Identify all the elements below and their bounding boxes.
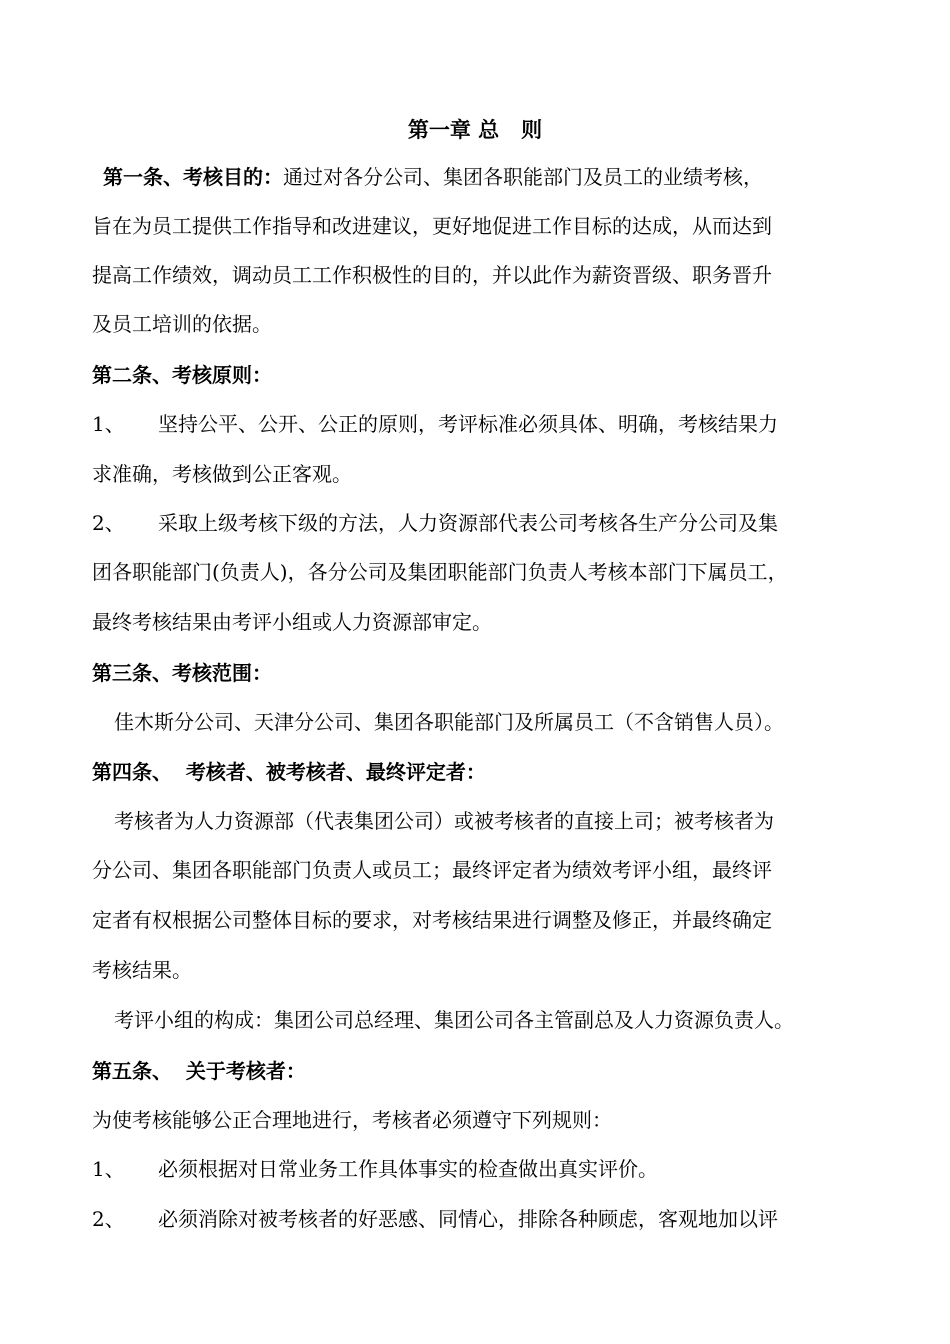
article-2-item-1-line-2: 求准确，考核做到公正客观。 xyxy=(92,462,352,486)
item-number: 2、 xyxy=(92,1207,125,1231)
article-5-item-2 xyxy=(92,1206,778,1232)
article-5-item-1 xyxy=(92,1156,658,1182)
article-1-line-3: 提高工作绩效，调动员工工作积极性的目的，并以此作为薪资晋级、职务晋升 xyxy=(92,263,772,287)
article-2-heading-text: 第二条、考核原则： xyxy=(92,363,272,387)
article-5-heading xyxy=(92,1058,306,1084)
article-3-body: 佳木斯分公司、天津分公司、集团各职能部门及所属员工（不含销售人员）。 xyxy=(114,710,784,734)
article-1-text: 通过对各分公司、集团各职能部门及员工的业绩考核， xyxy=(283,165,763,189)
item-number: 1、 xyxy=(92,1157,125,1181)
article-1-label: 第一条、考核目的： xyxy=(103,165,283,189)
item-text: 必须消除对被考核者的好恶感、同情心，排除各种顾虑，客观地加以评 xyxy=(158,1207,778,1231)
item-text: 坚持公平、公开、公正的原则，考评标准必须具体、明确，考核结果力 xyxy=(158,412,778,436)
article-1-line-1 xyxy=(103,164,763,190)
article-4-p1-line-3: 定者有权根据公司整体目标的要求，对考核结果进行调整及修正，并最终确定 xyxy=(92,908,772,932)
article-3-heading xyxy=(92,660,272,686)
item-number: 2、 xyxy=(92,511,125,535)
article-4-heading xyxy=(92,759,486,785)
article-2-heading xyxy=(92,362,272,388)
article-3-heading-text: 第三条、考核范围： xyxy=(92,661,272,685)
article-2-item-2-line-3: 最终考核结果由考评小组或人力资源部审定。 xyxy=(92,610,492,634)
article-4-p2: 考评小组的构成：集团公司总经理、集团公司各主管副总及人力资源负责人。 xyxy=(114,1008,794,1032)
article-1-line-4: 及员工培训的依据。 xyxy=(92,312,272,336)
article-4-p1-line-2: 分公司、集团各职能部门负责人或员工；最终评定者为绩效考评小组，最终评 xyxy=(92,858,772,882)
item-text: 必须根据对日常业务工作具体事实的检查做出真实评价。 xyxy=(158,1157,658,1181)
item-text: 采取上级考核下级的方法，人力资源部代表公司考核各生产分公司及集 xyxy=(158,511,778,535)
article-5-heading-text: 第五条、 关于考核者： xyxy=(92,1059,306,1083)
article-2-item-1-line-1 xyxy=(92,411,778,437)
article-2-item-2-line-1 xyxy=(92,510,778,536)
article-4-heading-text: 第四条、 考核者、被考核者、最终评定者： xyxy=(92,760,486,784)
chapter-title: 第一章 总 则 xyxy=(407,117,543,142)
article-5-intro: 为使考核能够公正合理地进行，考核者必须遵守下列规则： xyxy=(92,1108,612,1132)
article-1-line-2: 旨在为员工提供工作指导和改进建议，更好地促进工作目标的达成，从而达到 xyxy=(92,214,772,238)
item-number: 1、 xyxy=(92,412,125,436)
article-4-p1-line-4: 考核结果。 xyxy=(92,958,192,982)
article-2-item-2-line-2: 团各职能部门(负责人)，各分公司及集团职能部门负责人考核本部门下属员工， xyxy=(92,560,788,584)
article-4-p1-line-1: 考核者为人力资源部（代表集团公司）或被考核者的直接上司；被考核者为 xyxy=(114,809,774,833)
